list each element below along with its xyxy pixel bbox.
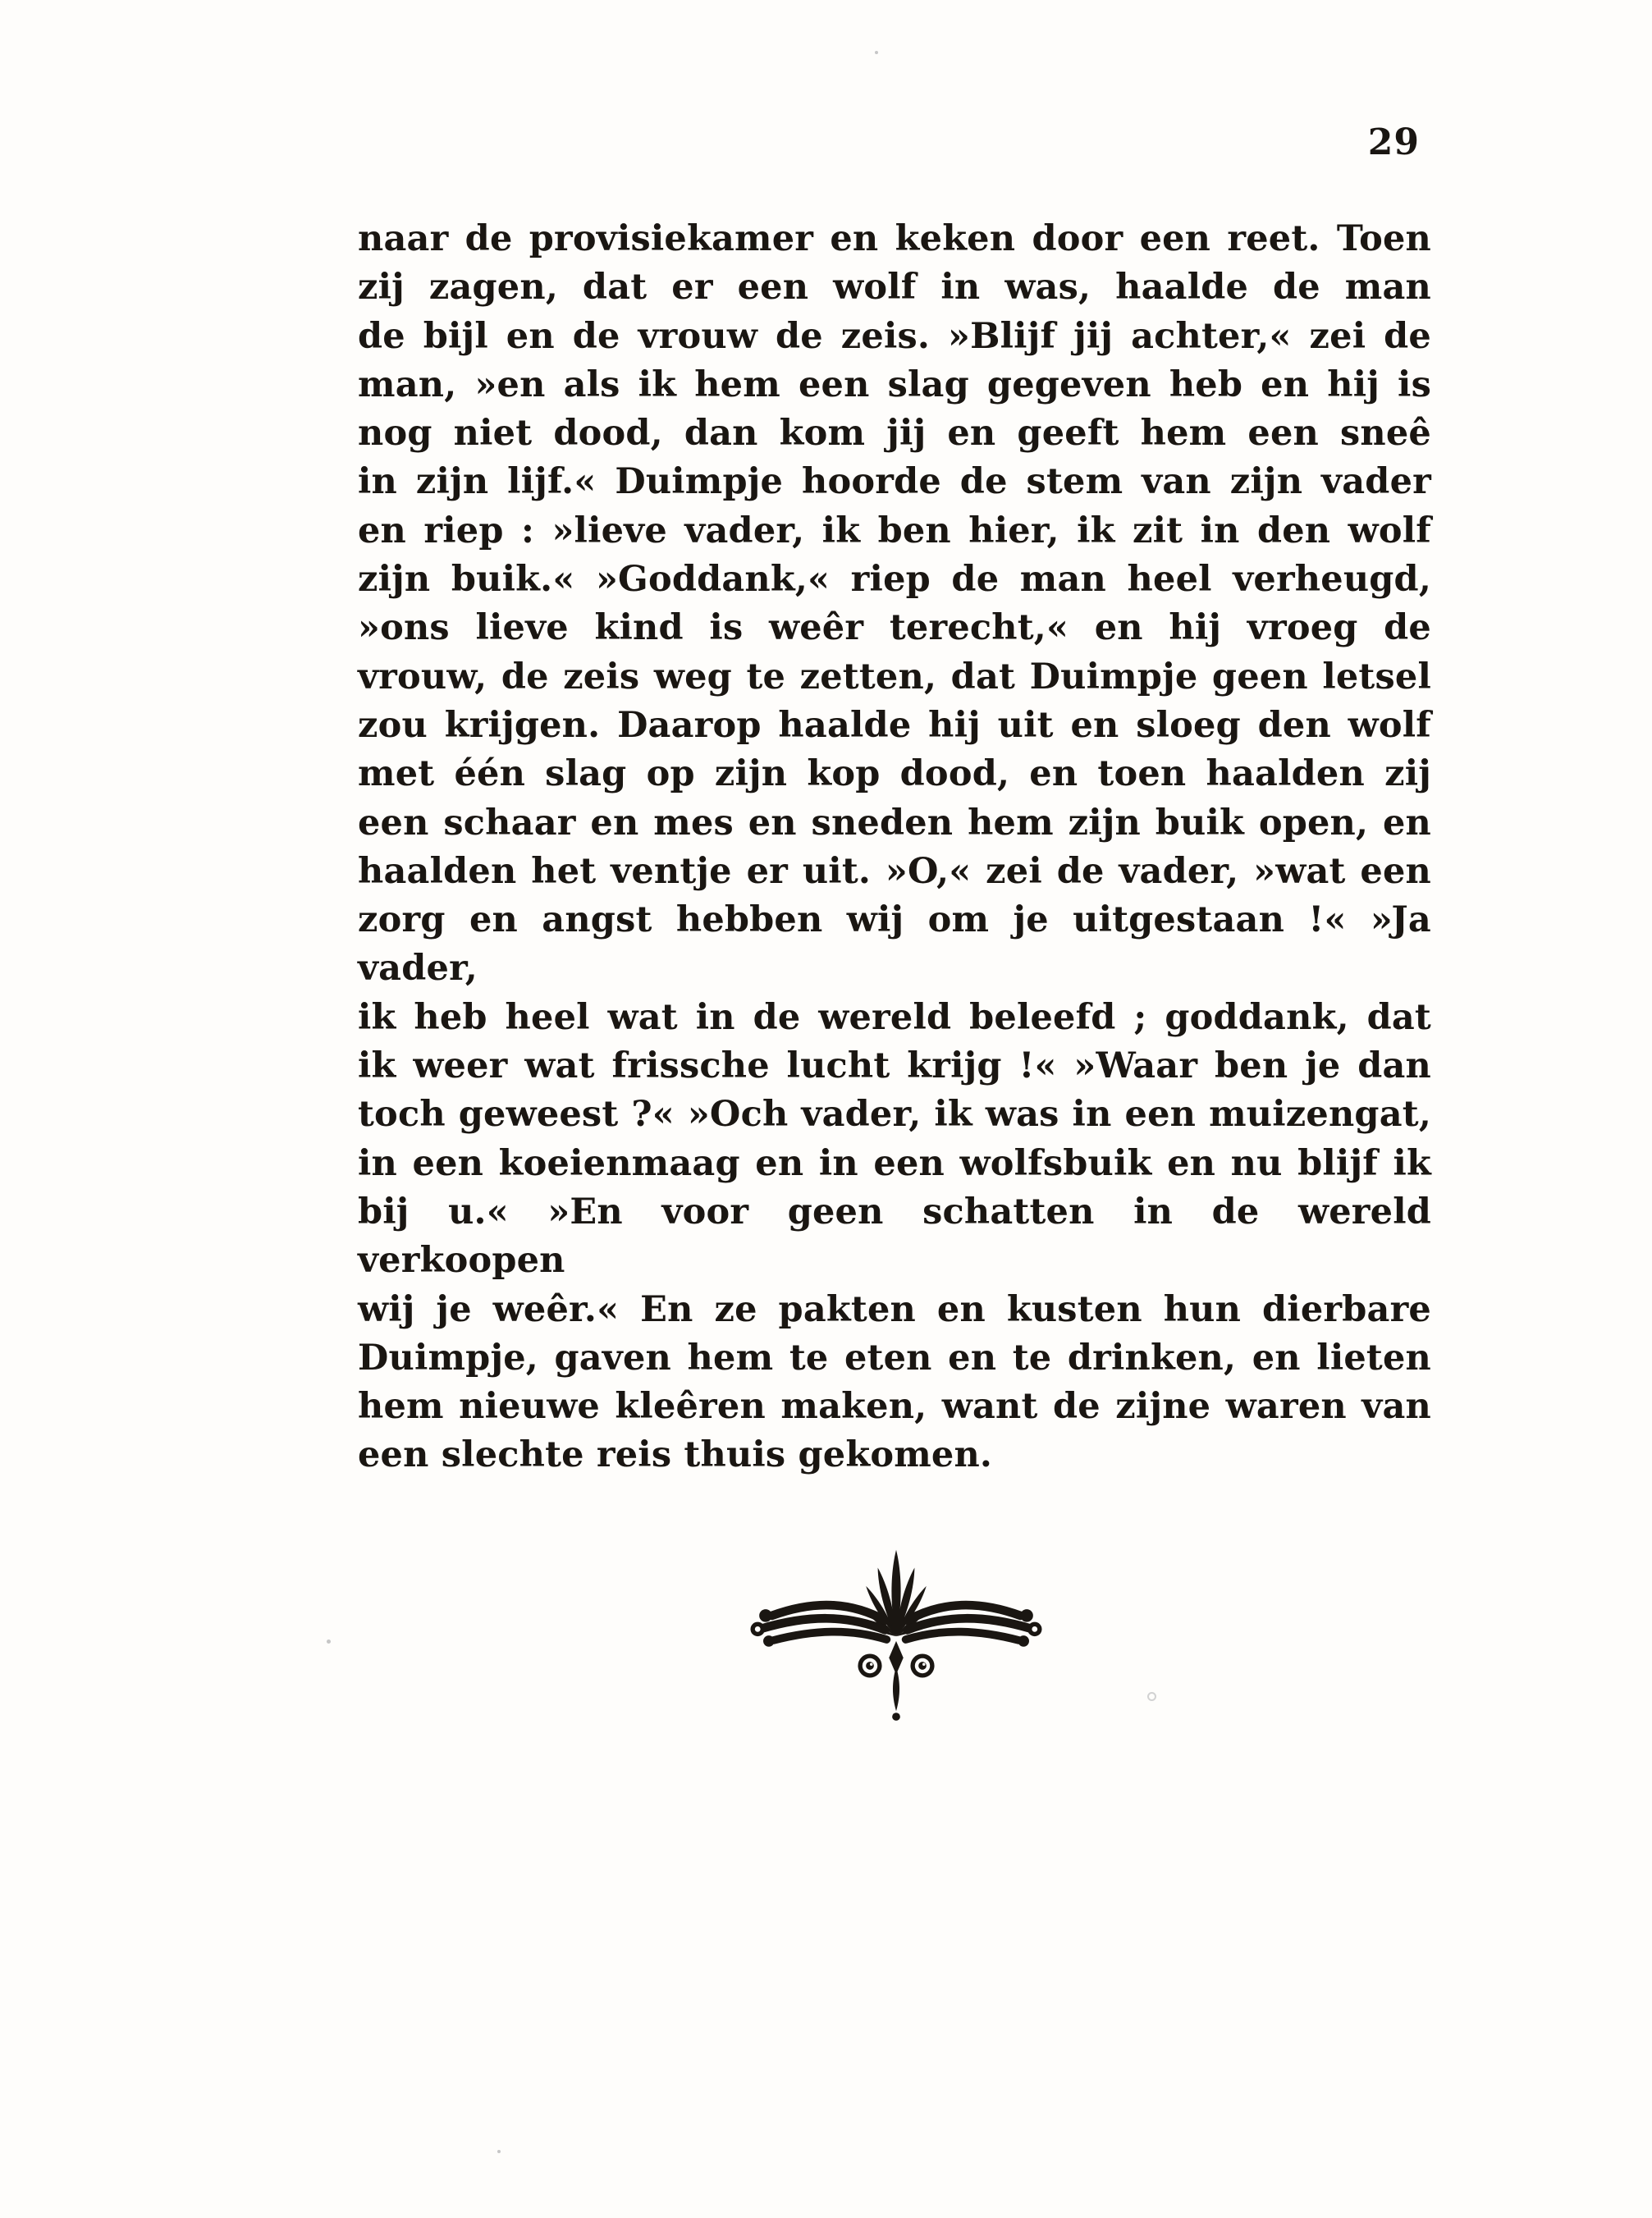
scan-speck [875,51,878,54]
text-line: in zijn lijf.« Duimpje hoorde de stem van zijn vader [358,461,1431,503]
text-line: en riep : »lieve vader, ik ben hier, ik zit in den wolf [358,510,1431,551]
text-line: »ons lieve kind is weêr terecht,« en hij vroeg de [358,607,1431,649]
text-line: een slechte reis thuis gekomen. [358,1434,993,1476]
scan-speck [327,1639,331,1644]
text-line: zij zagen, dat er een wolf in was, haalde de man [358,267,1431,309]
text-line: toch geweest ?« »Och vader, ik was in een muizengat, [358,1094,1431,1136]
text-line: nog niet dood, dan kom jij en geeft hem een sneê [358,413,1431,455]
scan-speck [497,2150,501,2153]
palmette-icon [737,1533,1055,1724]
text-line: vrouw, de zeis weg te zetten, dat Duimpje geen letsel [358,656,1431,697]
text-line: Duimpje, gaven hem te eten en te drinken, en lieten [358,1337,1431,1379]
text-line: een schaar en mes en sneden hem zijn buik open, en [358,802,1431,844]
text-line: met één slag op zijn kop dood, en toen haalden zij [358,753,1431,795]
body-text [358,215,1431,1480]
page-number: 29 [1367,121,1420,163]
text-line: hem nieuwe kleêren maken, want de zijne waren van [358,1386,1431,1428]
text-line: man, »en als ik hem een slag gegeven heb en hij is [358,364,1431,405]
text-line: ik heb heel wat in de wereld beleefd ; goddank, dat [358,996,1431,1038]
palmette-ornament-icon [737,1533,1055,1724]
text-line: naar de provisiekamer en keken door een reet. Toen [358,218,1431,259]
text-line: ik weer wat frissche lucht krijg !« »Waar ben je dan [358,1045,1431,1087]
text-line: haalden het ventje er uit. »O,« zei de vader, »wat een [358,850,1431,892]
text-line: de bijl en de vrouw de zeis. »Blijf jij achter,« zei de [358,315,1431,357]
text-line: zorg en angst hebben wij om je uitgestaan !« »Ja vader, [358,899,1431,990]
text-line: bij u.« »En voor geen schatten in de wereld verkoopen [358,1191,1431,1282]
text-line: zou krijgen. Daarop haalde hij uit en sloeg den wolf [358,704,1431,746]
text-line: wij je weêr.« En ze pakten en kusten hun dierbare [358,1288,1431,1330]
text-line: zijn buik.« »Goddank,« riep de man heel verheugd, [358,559,1431,601]
text-line: in een koeienmaag en in een wolfsbuik en nu blijf ik [358,1142,1431,1184]
scan-speck [1147,1692,1156,1701]
